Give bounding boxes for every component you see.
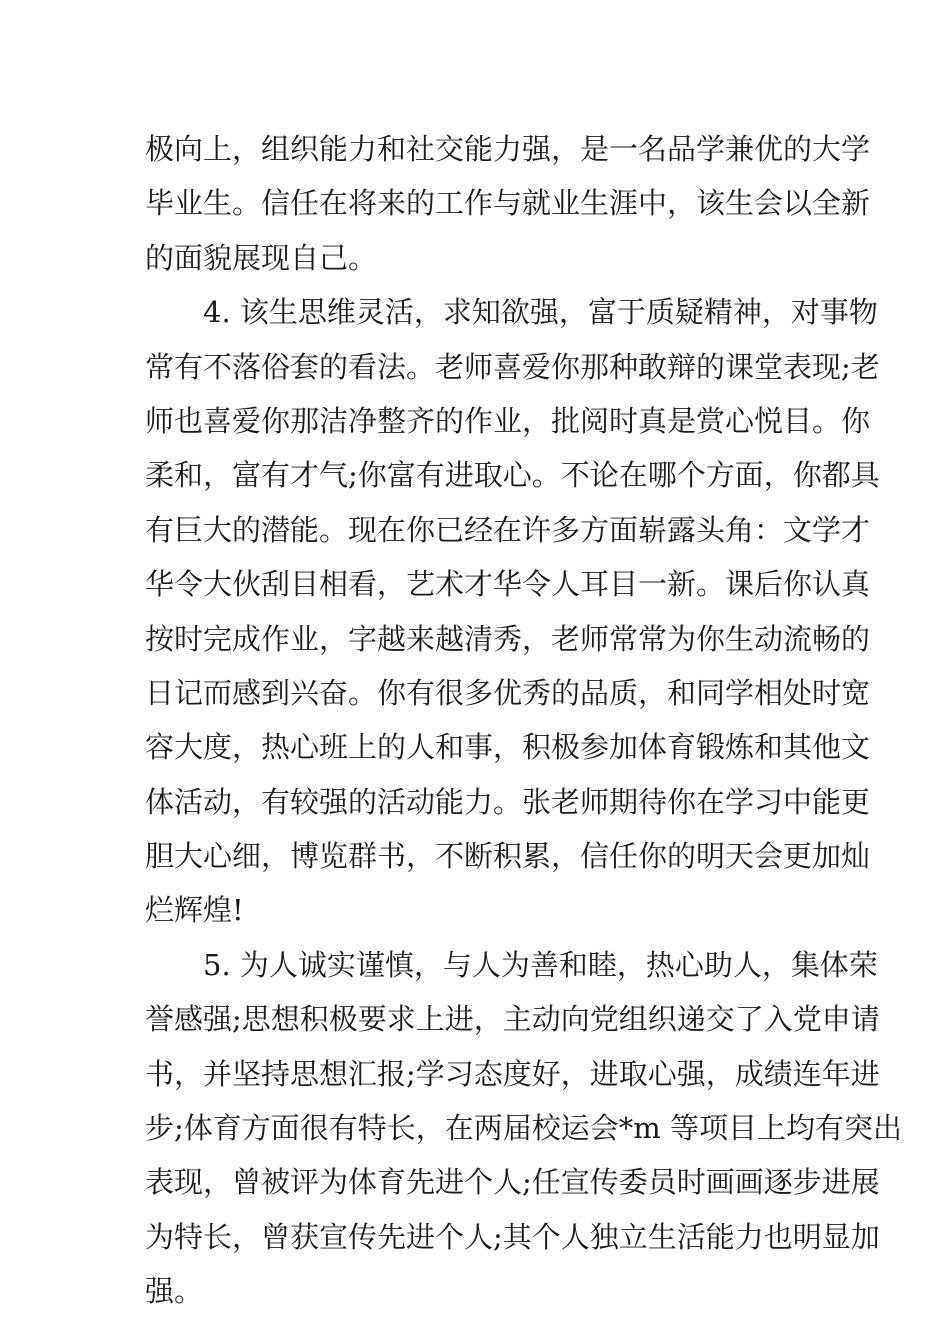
text-line: 华令大伙刮目相看，艺术才华令人耳目一新。课后你认真: [145, 567, 871, 602]
text-line: 日记而感到兴奋。你有很多优秀的品质，和同学相处时宽: [145, 675, 871, 710]
text-line: 容大度，热心班上的人和事，积极参加体育锻炼和其他文: [145, 730, 871, 765]
text-line: 的面貌展现自己。: [145, 240, 378, 275]
text-line: 烂辉煌!: [145, 893, 244, 928]
text-line: 步;体育方面很有特长，在两届校运会*m 等项目上均有突出: [145, 1111, 902, 1146]
text-line: 毕业生。信任在将来的工作与就业生涯中，该生会以全新: [145, 186, 871, 221]
text-line: 体活动，有较强的活动能力。张老师期待你在学习中能更: [145, 784, 871, 819]
text-line: 书，并坚持思想汇报;学习态度好，进取心强，成绩连年进: [145, 1056, 880, 1091]
text-line: 胆大心细，博览群书，不断积累，信任你的明天会更加灿: [145, 839, 871, 874]
paragraph-4-first-line: 4. 该生思维灵活，求知欲强，富于质疑精神，对事物: [203, 295, 878, 330]
text-line: 师也喜爱你那洁净整齐的作业，批阅时真是赏心悦目。你: [145, 403, 871, 438]
text-line: 为特长，曾获宣传先进个人;其个人独立生活能力也明显加: [145, 1219, 880, 1254]
text-line: 常有不落俗套的看法。老师喜爱你那种敢辩的课堂表现;老: [145, 349, 880, 384]
text-line: 表现，曾被评为体育先进个人;任宣传委员时画画逐步进展: [145, 1165, 880, 1200]
paragraph-5-first-line: 5. 为人诚实谨慎，与人为善和睦，热心助人，集体荣: [203, 947, 878, 982]
text-line: 按时完成作业，字越来越清秀，老师常常为你生动流畅的: [145, 621, 871, 656]
text-line: 极向上，组织能力和社交能力强，是一名品学兼优的大学: [145, 132, 871, 166]
document-body: [145, 122, 902, 1319]
text-line: 誉感强;思想积极要求上进，主动向党组织递交了入党申请: [145, 1002, 880, 1037]
text-line: 有巨大的潜能。现在你已经在许多方面崭露头角：文学才: [145, 512, 871, 547]
text-line: 柔和，富有才气;你富有进取心。不论在哪个方面，你都具: [145, 458, 880, 493]
text-line: 强。: [145, 1274, 204, 1309]
